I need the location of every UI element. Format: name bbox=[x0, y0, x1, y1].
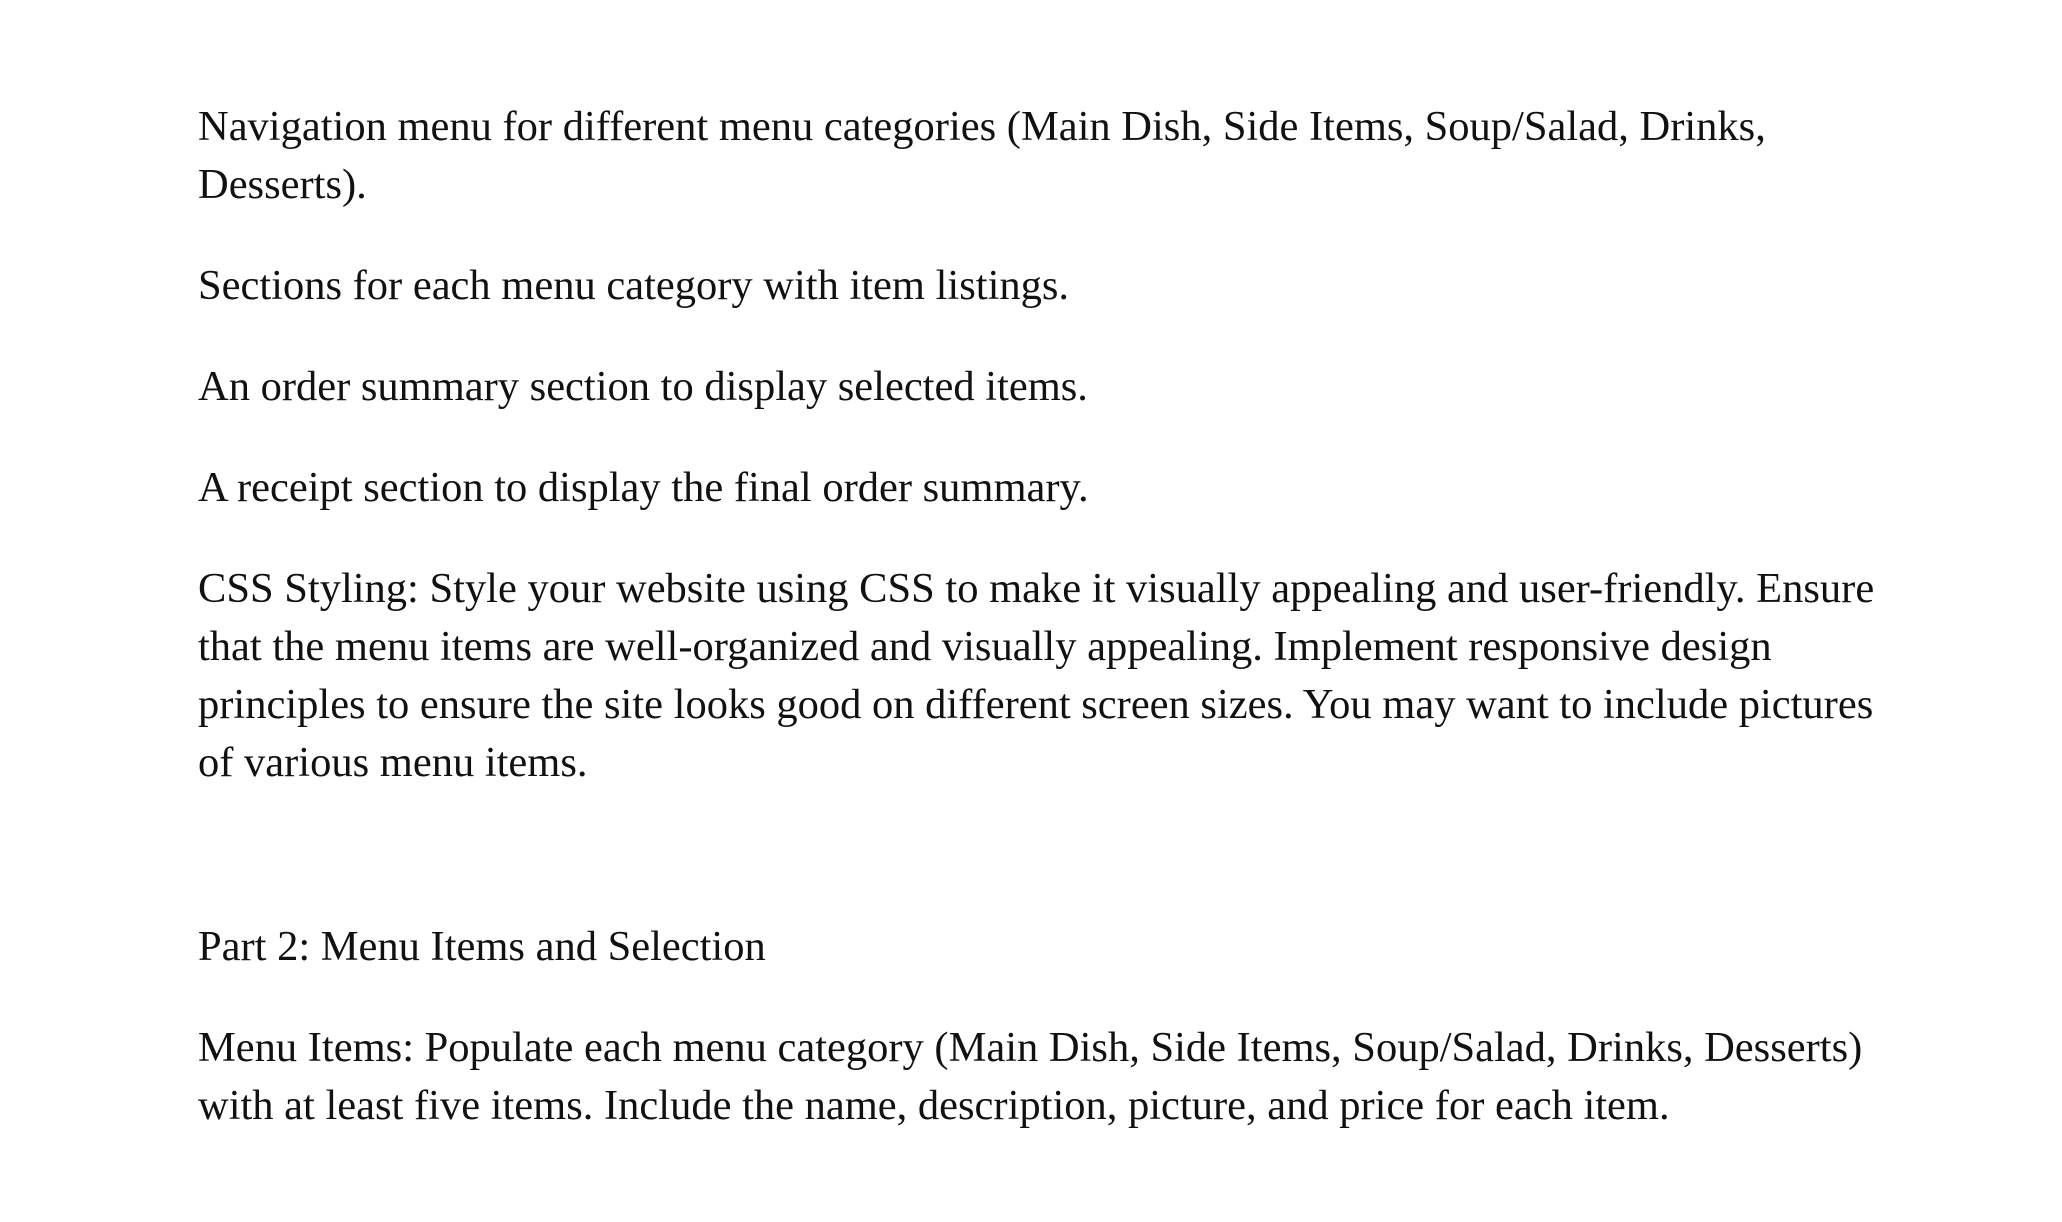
document-body bbox=[198, 98, 1908, 1135]
paragraph-menu-items: Menu Items: Populate each menu category (Main Dish, Side Items, Soup/Salad, Drinks, Desserts) with at least five items. Include the name, description, picture, and price for each item. bbox=[198, 1024, 1863, 1129]
paragraph-css-styling: CSS Styling: Style your website using CSS to make it visually appealing and user-friendly. Ensure that the menu items are well-organized and visually appealing. Implement responsive design principles to ensure the site looks good on different screen sizes. You may want to include pictures of various menu items. bbox=[198, 565, 1875, 786]
paragraph-category-sections: Sections for each menu category with item listings. bbox=[198, 262, 1070, 309]
section-heading-part-2: Part 2: Menu Items and Selection bbox=[198, 923, 766, 970]
paragraph-navigation-menu: Navigation menu for different menu categories (Main Dish, Side Items, Soup/Salad, Drinks, Desserts). bbox=[198, 103, 1766, 208]
paragraph-order-summary: An order summary section to display selected items. bbox=[198, 363, 1088, 410]
paragraph-receipt-section: A receipt section to display the final order summary. bbox=[198, 464, 1089, 511]
